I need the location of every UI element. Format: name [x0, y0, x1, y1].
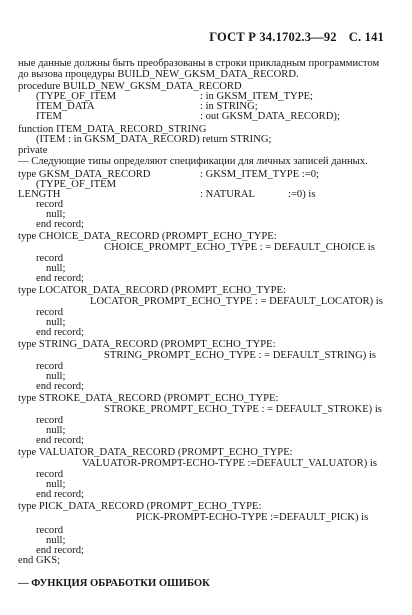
text-line: (ITEM : in GKSM_DATA_RECORD) return STRING; — [36, 134, 272, 145]
text-line: type GKSM_DATA_RECORD — [18, 169, 151, 180]
text-line: ные данные должны быть преобразованы в строки прикладным программистом — [18, 58, 380, 69]
text-line: STROKE_PROMPT_ECHO_TYPE : = DEFAULT_STROKE) is — [104, 404, 382, 415]
text-line: STRING_PROMPT_ECHO_TYPE : = DEFAULT_STRING) is — [104, 350, 377, 361]
text-line: VALUATOR-PROMPT-ECHO-TYPE :=DEFAULT_VALUATOR) is — [82, 458, 377, 469]
text-line: end record; — [36, 381, 84, 392]
text-line: record — [36, 361, 64, 372]
text-line: end record; — [36, 489, 84, 500]
text-line: : out GKSM_DATA_RECORD); — [200, 111, 340, 122]
text-line: null; — [46, 263, 66, 274]
text-line: end GKS; — [18, 555, 61, 566]
text-line: LENGTH — [18, 189, 61, 200]
text-line: null; — [46, 425, 66, 436]
text-line: — Следующие типы определяют спецификации для личных записей данных. — [18, 156, 368, 167]
text-line: function ITEM_DATA_RECORD_STRING — [18, 124, 207, 135]
text-line: end record; — [36, 435, 84, 446]
text-line: type LOCATOR_DATA_RECORD (PROMPT_ECHO_TYPE: — [18, 285, 286, 296]
text-line: null; — [46, 317, 66, 328]
text-line: : in STRING; — [200, 101, 258, 112]
text-line: end record; — [36, 327, 84, 338]
text-line: type VALUATOR_DATA_RECORD (PROMPT_ECHO_TYPE: — [18, 447, 293, 458]
text-line: procedure BUILD_NEW_GKSM_DATA_RECORD — [18, 81, 242, 92]
text-line: ITEM_DATA — [36, 101, 95, 112]
standard-number: ГОСТ Р 34.1702.3—92 — [209, 30, 337, 44]
text-line: record — [36, 199, 64, 210]
text-line: record — [36, 469, 64, 480]
text-line: end record; — [36, 273, 84, 284]
text-line: ITEM — [36, 111, 62, 122]
text-line: record — [36, 253, 64, 264]
section-heading: — ФУНКЦИЯ ОБРАБОТКИ ОШИБОК — [18, 578, 210, 589]
text-line: (TYPE_OF_ITEM — [36, 179, 117, 190]
text-line: :=0) is — [288, 189, 316, 200]
text-line: private — [18, 145, 48, 156]
text-line: type STRING_DATA_RECORD (PROMPT_ECHO_TYPE: — [18, 339, 276, 350]
text-line: type CHOICE_DATA_RECORD (PROMPT_ECHO_TYPE: — [18, 231, 277, 242]
text-line: null; — [46, 209, 66, 220]
text-line: end record; — [36, 545, 84, 556]
text-line: null; — [46, 371, 66, 382]
text-line: record — [36, 525, 64, 536]
text-line: (TYPE_OF_ITEM — [36, 91, 117, 102]
text-line: : in GKSM_ITEM_TYPE; — [200, 91, 314, 102]
text-line: record — [36, 415, 64, 426]
page-number: С. 141 — [348, 30, 384, 44]
text-line: record — [36, 307, 64, 318]
text-line: CHOICE_PROMPT_ECHO_TYPE : = DEFAULT_CHOICE is — [104, 242, 375, 253]
text-line: type PICK_DATA_RECORD (PROMPT_ECHO_TYPE: — [18, 501, 262, 512]
text-line: : NATURAL — [200, 189, 256, 200]
text-line: до вызова процедуры BUILD_NEW_GKSM_DATA_RECORD. — [18, 69, 299, 80]
text-line: null; — [46, 535, 66, 546]
text-line: PICK-PROMPT-ECHO-TYPE :=DEFAULT_PICK) is — [136, 512, 369, 523]
text-line: end record; — [36, 219, 84, 230]
text-line: LOCATOR_PROMPT_ECHO_TYPE : = DEFAULT_LOCATOR) is — [90, 296, 383, 307]
text-line: type STROKE_DATA_RECORD (PROMPT_ECHO_TYPE: — [18, 393, 279, 404]
text-line: null; — [46, 479, 66, 490]
page-header — [209, 30, 384, 45]
text-line: : GKSM_ITEM_TYPE :=0; — [200, 169, 319, 180]
